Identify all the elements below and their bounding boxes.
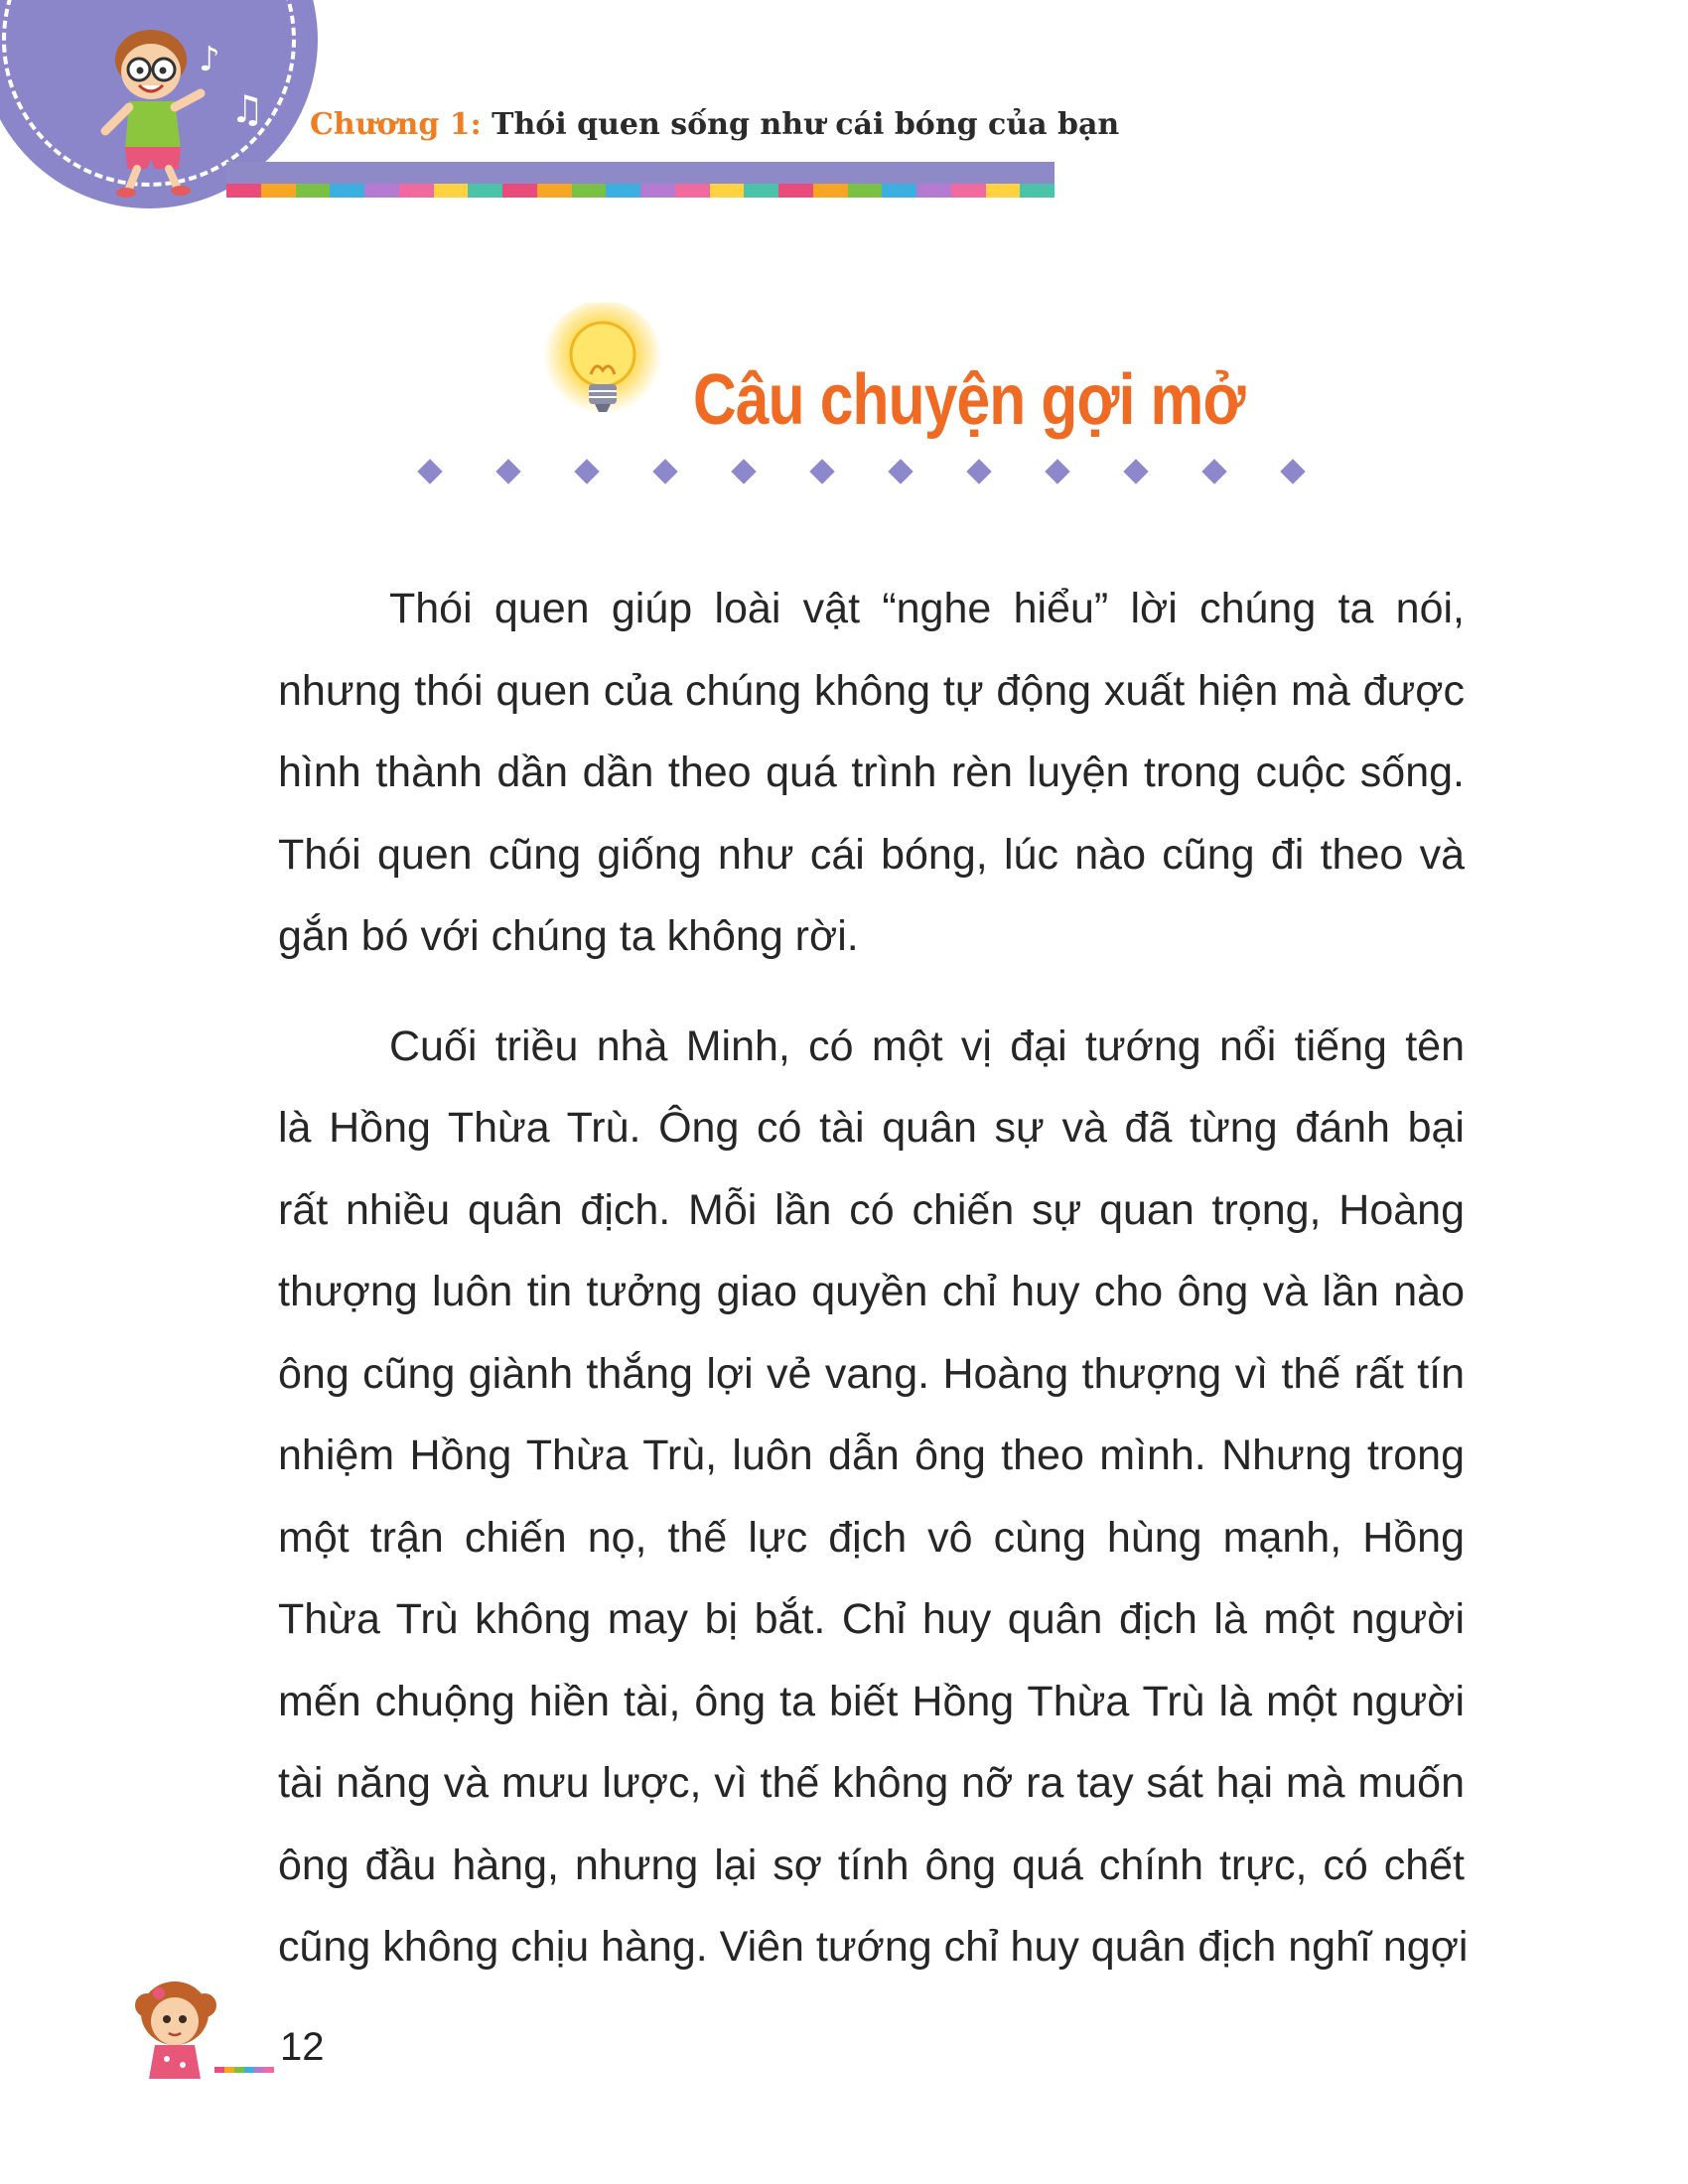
stripe-segment <box>330 184 364 198</box>
text-line: Thói quen cũng giống như cái bóng, lúc nào cũng đi theo và <box>278 830 1465 879</box>
stripe-segment <box>502 184 537 198</box>
stripe-segment <box>296 184 331 198</box>
stripe-segment <box>468 184 502 198</box>
music-notes-icon: ♫ <box>230 87 265 131</box>
paragraph-1 <box>278 568 1465 978</box>
text-line: hình thành dần dần theo quá trình rèn luyện trong cuộc sống. <box>278 749 1465 796</box>
girl-icon <box>127 1976 226 2085</box>
stripe-segment <box>399 184 434 198</box>
diamond-icon <box>652 459 677 483</box>
text-line: ông đầu hàng, nhưng lại sợ tính ông quá chính trực, có chết <box>278 1841 1465 1889</box>
footer-stripe-segment <box>244 2067 254 2073</box>
stripe-segment <box>226 184 261 198</box>
header-stripe <box>226 162 1055 198</box>
diamond-icon <box>1201 459 1226 483</box>
light-bulb-icon <box>541 303 670 432</box>
text-line: Cuối triều nhà Minh, có một vị đại tướng nổi tiếng tên <box>389 1022 1465 1070</box>
stripe-segment <box>606 184 640 198</box>
text-line: mến chuộng hiền tài, ông ta biết Hồng Thừa Trù là một người <box>278 1677 1465 1725</box>
text-line: là Hồng Thừa Trù. Ông có tài quân sự và đã từng đánh bại <box>278 1104 1465 1152</box>
paragraph-2 <box>278 1006 1469 1988</box>
stripe-segment <box>744 184 778 198</box>
diamond-icon <box>495 459 520 483</box>
text-line: cũng không chịu hàng. Viên tướng chỉ huy quân địch nghĩ ngợi <box>278 1923 1469 1971</box>
text-line: thượng luôn tin tưởng giao quyền chỉ huy cho ông và lần nào <box>278 1268 1465 1315</box>
diamond-icon <box>1280 459 1305 483</box>
stripe-segment <box>986 184 1021 198</box>
diamond-icon <box>417 459 442 483</box>
text-line: nhưng thói quen của chúng không tự động xuất hiện mà được <box>278 666 1465 715</box>
diamond-icon <box>809 459 834 483</box>
diamond-icon <box>731 459 756 483</box>
footer-stripe-segment <box>264 2067 274 2073</box>
text-line: tài năng và mưu lược, vì thế không nỡ ra tay sát hại mà muốn <box>278 1759 1465 1807</box>
text-line: ông cũng giành thắng lợi vẻ vang. Hoàng thượng vì thế rất tín <box>278 1349 1465 1398</box>
stripe-segment <box>537 184 572 198</box>
text-line: rất nhiều quân địch. Mỗi lần có chiến sự quan trọng, Hoàng <box>278 1185 1465 1234</box>
stripe-colors <box>226 184 1055 198</box>
stripe-segment <box>572 184 607 198</box>
diamond-icon <box>574 459 599 483</box>
stripe-segment <box>675 184 710 198</box>
story-text <box>278 568 1469 1988</box>
music-note-icon: ♪ <box>199 40 220 79</box>
footer-stripe-segment <box>254 2067 264 2073</box>
footer-color-line <box>214 2067 274 2073</box>
chapter-number: Chương 1: <box>310 107 482 142</box>
stripe-segment <box>261 184 296 198</box>
diamond-divider <box>421 459 1335 488</box>
page-number: 12 <box>280 2025 325 2069</box>
text-line: Thừa Trù không may bị bắt. Chỉ huy quân địch là một người <box>278 1595 1465 1643</box>
diamond-icon <box>1123 459 1148 483</box>
text-line: Thói quen giúp loài vật “nghe hiểu” lời chúng ta nói, <box>389 585 1465 632</box>
stripe-base <box>226 162 1055 184</box>
diamond-icon <box>888 459 913 483</box>
text-line: gắn bó với chúng ta không rời. <box>278 912 859 960</box>
stripe-segment <box>640 184 675 198</box>
text-line: một trận chiến nọ, thế lực địch vô cùng hùng mạnh, Hồng <box>278 1513 1465 1562</box>
stripe-segment <box>434 184 469 198</box>
diamond-icon <box>1045 459 1069 483</box>
stripe-segment <box>951 184 986 198</box>
stripe-segment <box>848 184 883 198</box>
stripe-segment <box>882 184 916 198</box>
chapter-heading <box>310 107 1119 142</box>
diamond-icon <box>966 459 991 483</box>
stripe-segment <box>778 184 813 198</box>
footer-stripe-segment <box>214 2067 224 2073</box>
stripe-segment <box>710 184 745 198</box>
stripe-segment <box>364 184 399 198</box>
text-line: nhiệm Hồng Thừa Trù, luôn dẫn ông theo mình. Nhưng trong <box>278 1432 1465 1479</box>
stripe-segment <box>813 184 848 198</box>
stripe-segment <box>916 184 951 198</box>
chapter-title: Thói quen sống như cái bóng của bạn <box>492 107 1120 142</box>
stripe-segment <box>1020 184 1055 198</box>
footer-stripe-segment <box>234 2067 244 2073</box>
section-title: Câu chuyện gợi mở <box>693 360 1245 440</box>
footer-stripe-segment <box>224 2067 234 2073</box>
